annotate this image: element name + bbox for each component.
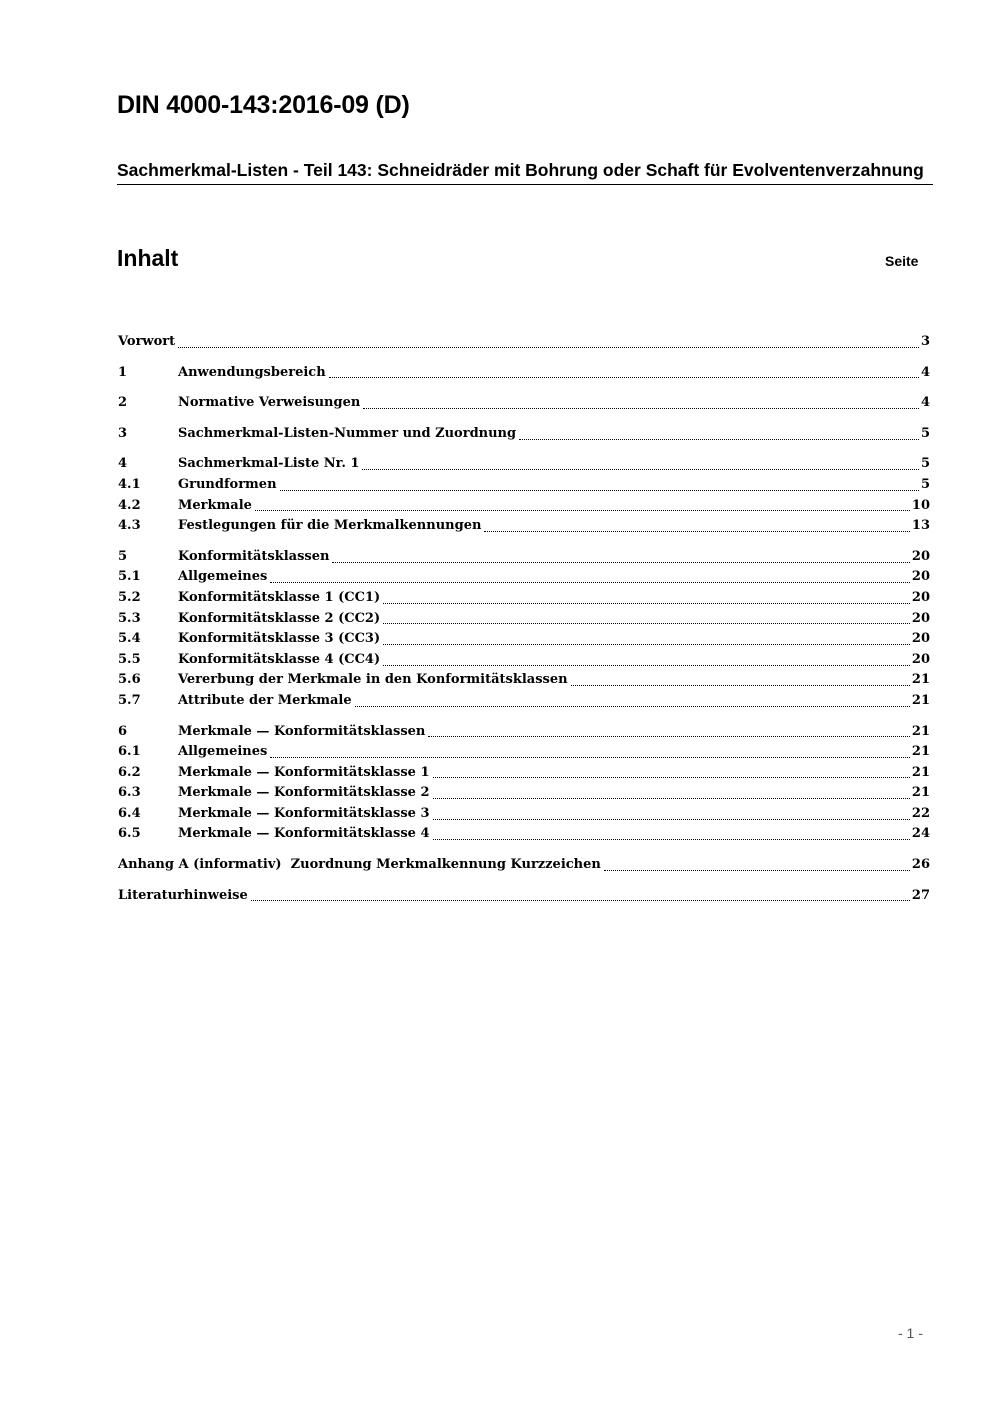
table-of-contents [118, 332, 930, 906]
toc-entry-page: 3 [920, 334, 930, 349]
toc-entry-number: 4.3 [118, 518, 141, 534]
toc-entry-title: Merkmale — Konformitätsklasse 1 [178, 764, 430, 780]
toc-dot-leader [270, 757, 910, 758]
toc-entry-page: 5 [920, 476, 930, 492]
toc-entry-title: Merkmale — Konformitätsklasse 2 [178, 785, 430, 801]
toc-entry-number: 5.7 [118, 692, 141, 708]
toc-entry-page: 21 [911, 764, 930, 780]
toc-dot-leader [383, 644, 910, 645]
toc-entry-page: 22 [911, 805, 930, 821]
toc-entry-page: 4 [920, 364, 930, 380]
toc-dot-leader [280, 490, 919, 491]
toc-dot-leader [433, 777, 910, 778]
toc-entry-title: Allgemeines [178, 569, 268, 585]
toc-entry-number: 6 [118, 723, 128, 739]
toc-dot-leader [362, 469, 919, 470]
toc-dot-leader [363, 408, 919, 409]
toc-entry-number: 6.4 [118, 805, 141, 821]
toc-entry-number: 4.2 [118, 497, 141, 513]
toc-entry-number: 2 [118, 395, 128, 411]
toc-entry-page: 20 [911, 548, 930, 564]
toc-dot-leader [433, 839, 910, 840]
toc-dot-leader [433, 798, 910, 799]
toc-entry-title: Normative Verweisungen [178, 395, 361, 411]
toc-entry[interactable] [118, 332, 930, 353]
toc-entry-number: 5.4 [118, 631, 141, 647]
toc-entry-number: 5 [118, 548, 128, 564]
toc-entry-page: 27 [911, 887, 930, 903]
toc-entry-number: 6.2 [118, 764, 141, 780]
toc-entry-page: 5 [920, 425, 930, 441]
toc-entry-title: Anhang A (informativ) Zuordnung Merkmalkennung Kurzzeichen [118, 857, 601, 873]
toc-entry[interactable] [118, 670, 930, 691]
toc-dot-leader [178, 347, 919, 348]
toc-entry-title: Merkmale — Konformitätsklassen [178, 723, 426, 739]
toc-entry-number: 5.5 [118, 651, 141, 667]
toc-entry-title: Literaturhinweise [118, 887, 248, 903]
toc-entry-number: 5.2 [118, 589, 141, 605]
toc-dot-leader [332, 562, 909, 563]
toc-entry-page: 4 [920, 395, 930, 411]
toc-entry-page: 5 [920, 456, 930, 472]
footer-page-number: - 1 - [898, 1325, 923, 1341]
document-subtitle: Sachmerkmal-Listen - Teil 143: Schneidräder mit Bohrung oder Schaft für Evolventenverzahnung [117, 159, 933, 185]
toc-entry[interactable] [118, 547, 930, 568]
toc-entry-title: Sachmerkmal-Listen-Nummer und Zuordnung [178, 425, 517, 441]
toc-entry[interactable] [118, 516, 930, 537]
toc-entry[interactable] [118, 629, 930, 650]
toc-dot-leader [383, 623, 910, 624]
toc-entry-number: 5.3 [118, 610, 141, 626]
toc-entry-title: Merkmale — Konformitätsklasse 3 [178, 805, 430, 821]
toc-dot-leader [571, 685, 910, 686]
toc-entry[interactable] [118, 783, 930, 804]
toc-entry-number: 4.1 [118, 476, 141, 492]
toc-dot-leader [255, 510, 910, 511]
toc-entry[interactable] [118, 496, 930, 517]
toc-dot-leader [251, 900, 910, 901]
toc-entry[interactable] [118, 650, 930, 671]
toc-dot-leader [484, 531, 909, 532]
toc-entry-title: Konformitätsklasse 3 (CC3) [178, 631, 381, 647]
toc-entry-page: 20 [911, 651, 930, 667]
toc-entry-page: 21 [911, 723, 930, 739]
toc-entry-page: 21 [911, 785, 930, 801]
toc-entry-page: 20 [911, 631, 930, 647]
toc-entry[interactable] [118, 742, 930, 763]
toc-entry-title: Vererbung der Merkmale in den Konformitätsklassen [178, 672, 568, 688]
toc-entry-number: 3 [118, 425, 128, 441]
toc-entry-number: 4 [118, 456, 128, 472]
toc-entry-title: Merkmale [178, 497, 252, 513]
toc-entry-title: Konformitätsklasse 2 (CC2) [178, 610, 381, 626]
toc-entry-title: Konformitätsklasse 4 (CC4) [178, 651, 381, 667]
toc-dot-leader [329, 377, 919, 378]
page-column-label: Seite [885, 253, 919, 269]
toc-entry-title: Vorwort [118, 334, 176, 349]
toc-dot-leader [519, 439, 919, 440]
toc-entry[interactable] [118, 886, 930, 907]
toc-entry[interactable] [118, 567, 930, 588]
toc-entry-title: Festlegungen für die Merkmalkennungen [178, 518, 482, 534]
toc-entry[interactable] [118, 475, 930, 496]
toc-entry[interactable] [118, 804, 930, 825]
toc-entry-title: Anwendungsbereich [178, 364, 326, 380]
toc-entry-number: 6.5 [118, 826, 141, 842]
toc-entry-title: Allgemeines [178, 744, 268, 760]
toc-dot-leader [433, 819, 910, 820]
toc-entry-page: 26 [911, 857, 930, 873]
document-id: DIN 4000-143:2016-09 (D) [117, 91, 410, 119]
toc-entry-page: 24 [911, 826, 930, 842]
toc-heading: Inhalt [117, 245, 179, 271]
toc-entry-page: 20 [911, 610, 930, 626]
toc-entry-page: 13 [911, 518, 930, 534]
toc-entry-number: 6.1 [118, 744, 141, 760]
toc-dot-leader [270, 582, 910, 583]
toc-entry-title: Merkmale — Konformitätsklasse 4 [178, 826, 430, 842]
toc-entry[interactable] [118, 363, 930, 384]
toc-entry-page: 20 [911, 589, 930, 605]
toc-entry-number: 6.3 [118, 785, 141, 801]
toc-entry[interactable] [118, 763, 930, 784]
toc-dot-leader [355, 706, 910, 707]
toc-entry-title: Konformitätsklasse 1 (CC1) [178, 589, 381, 605]
toc-entry-number: 1 [118, 364, 128, 380]
toc-entry[interactable] [118, 424, 930, 445]
toc-entry[interactable] [118, 824, 930, 845]
toc-entry-number: 5.1 [118, 569, 141, 585]
toc-dot-leader [383, 665, 910, 666]
toc-entry[interactable] [118, 855, 930, 876]
toc-entry[interactable] [118, 609, 930, 630]
toc-entry-page: 21 [911, 744, 930, 760]
toc-entry-title: Konformitätsklassen [178, 548, 330, 564]
toc-entry[interactable] [118, 393, 930, 414]
toc-entry-number: 5.6 [118, 672, 141, 688]
toc-entry-title: Grundformen [178, 476, 277, 492]
toc-entry[interactable] [118, 691, 930, 712]
toc-dot-leader [383, 603, 910, 604]
toc-dot-leader [604, 870, 910, 871]
toc-entry-title: Attribute der Merkmale [178, 692, 352, 708]
toc-entry[interactable] [118, 588, 930, 609]
toc-entry[interactable] [118, 454, 930, 475]
toc-entry-page: 10 [911, 497, 930, 513]
toc-entry[interactable] [118, 722, 930, 743]
toc-entry-page: 21 [911, 692, 930, 708]
toc-entry-title: Sachmerkmal-Liste Nr. 1 [178, 456, 360, 472]
toc-dot-leader [428, 736, 910, 737]
toc-entry-page: 20 [911, 569, 930, 585]
toc-entry-page: 21 [911, 672, 930, 688]
